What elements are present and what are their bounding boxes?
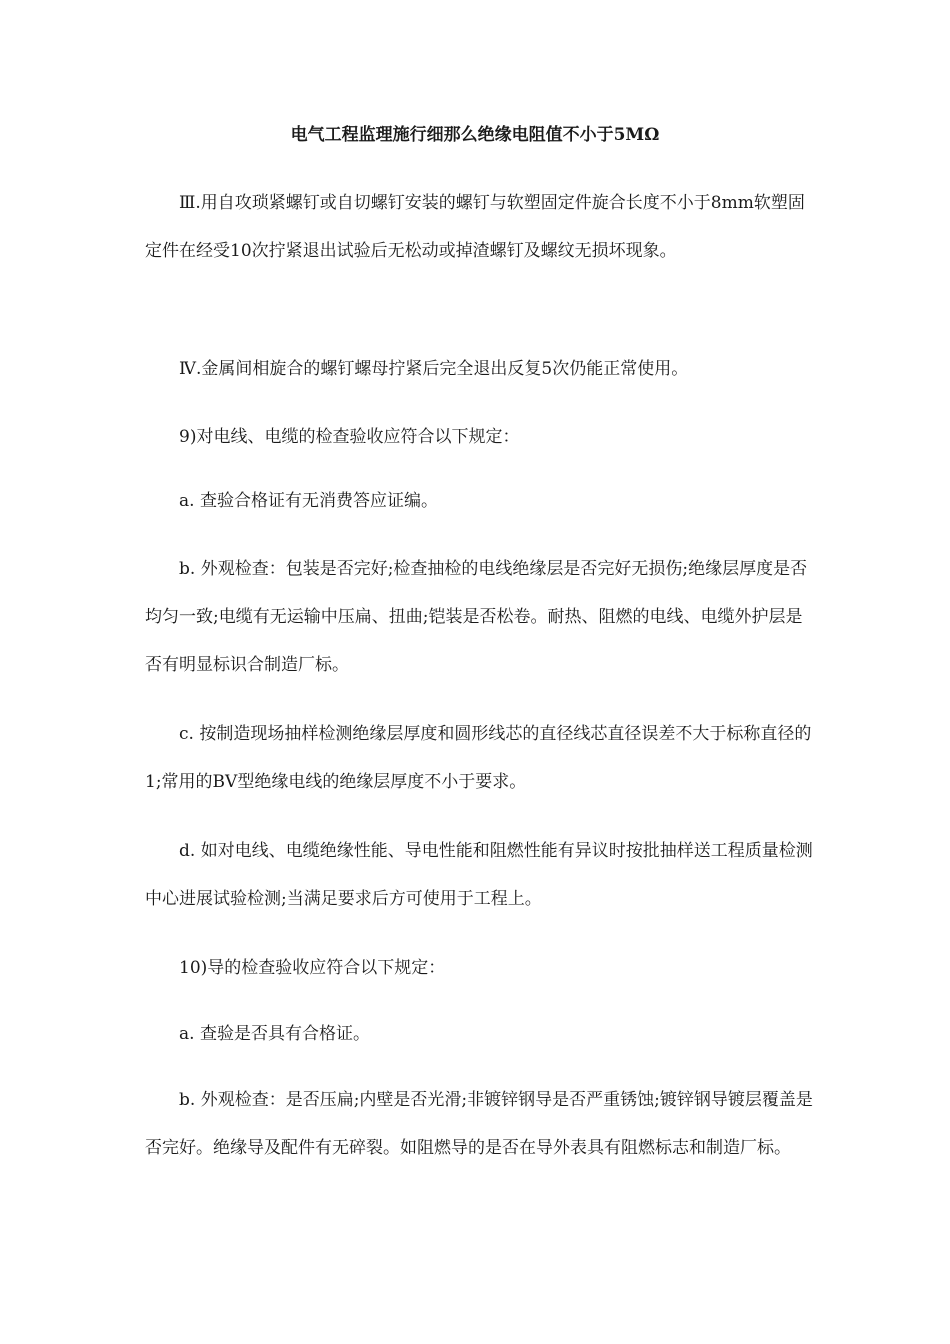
paragraph-cable-sampling: c. 按制造现场抽样检测绝缘层厚度和圆形线芯的直径线芯直径误差不大于标称直径的1;常用的BV型绝缘电线的绝缘层厚度不小于要求。: [145, 724, 812, 792]
paragraph-metal-screw: Ⅳ.金属间相旋合的螺钉螺母拧紧后完全退出反复5次仍能正常使用。: [179, 359, 689, 379]
paragraph-cable-certificate: a. 查验合格证有无消费答应证编。: [179, 491, 438, 511]
paragraph-cable-inspection-heading: 9)对电线、电缆的检查验收应符合以下规定：: [179, 427, 520, 447]
paragraph-cable-testing: d. 如对电线、电缆绝缘性能、导电性能和阻燃性能有异议时按批抽样送工程质量检测中心进展试验检测;当满足要求后方可使用于工程上。: [145, 841, 813, 909]
paragraph-conduit-certificate: a. 查验是否具有合格证。: [179, 1024, 370, 1044]
paragraph-conduit-appearance: b. 外观检查：是否压扁;内壁是否光滑;非镀锌钢导是否严重锈蚀;镀锌钢导镀层覆盖是否完好。绝缘导及配件有无碎裂。如阻燃导的是否在导外表具有阻燃标志和制造厂标。: [145, 1090, 813, 1158]
document-title: 电气工程监理施行细那么绝缘电阻值不小于5MΩ: [290, 125, 660, 145]
paragraph-cable-appearance: b. 外观检查：包装是否完好;检查抽检的电线绝缘层是否完好无损伤;绝缘层厚度是否均匀一致;电缆有无运输中压扁、扭曲;铠装是否松卷。耐热、阻燃的电线、电缆外护层是否有明显标识合制造厂标。: [145, 559, 808, 675]
paragraph-conduit-heading: 10)导的检查验收应符合以下规定：: [179, 958, 446, 978]
paragraph-screw-rotation: Ⅲ.用自攻琐紧螺钉或自切螺钉安装的螺钉与软塑固定件旋合长度不小于8mm软塑固定件在经受10次拧紧退出试验后无松动或掉渣螺钉及螺纹无损坏现象。: [145, 193, 805, 261]
